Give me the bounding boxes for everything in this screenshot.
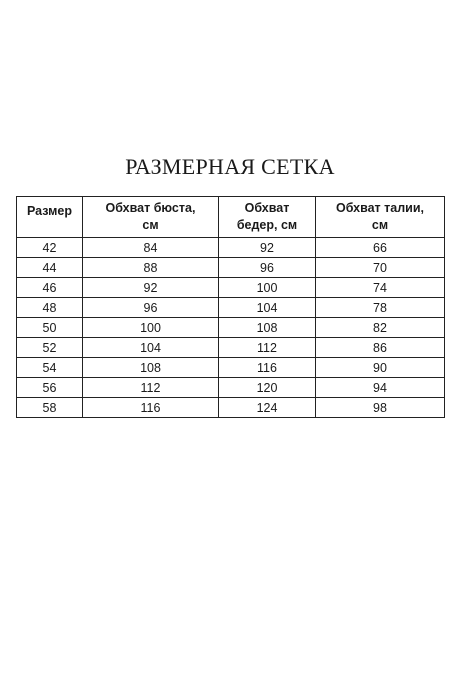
hips-cell: 108 (219, 318, 316, 338)
table-row (17, 258, 445, 278)
bust-cell: 104 (83, 338, 219, 358)
header-hips-line1: Обхват (244, 201, 290, 215)
header-hips-line2: бедер, см (236, 218, 298, 232)
bust-cell: 84 (83, 238, 219, 258)
header-bust-line1: Обхват бюста, (105, 201, 196, 215)
waist-cell: 70 (316, 258, 445, 278)
bust-cell: 108 (83, 358, 219, 378)
waist-cell: 86 (316, 338, 445, 358)
size-cell: 46 (17, 278, 83, 298)
header-waist-line2: см (371, 218, 389, 232)
waist-cell: 74 (316, 278, 445, 298)
header-waist (316, 197, 445, 238)
header-bust-line2: см (142, 218, 159, 232)
header-size (17, 197, 83, 238)
size-cell: 44 (17, 258, 83, 278)
table-body (17, 238, 445, 418)
header-size-label: Размер (26, 204, 72, 218)
header-waist-line1: Обхват талии, (335, 201, 424, 215)
table-row (17, 378, 445, 398)
size-cell: 58 (17, 398, 83, 418)
hips-cell: 116 (219, 358, 316, 378)
table-row (17, 358, 445, 378)
hips-cell: 100 (219, 278, 316, 298)
table-row (17, 318, 445, 338)
bust-cell: 116 (83, 398, 219, 418)
hips-cell: 96 (219, 258, 316, 278)
size-cell: 48 (17, 298, 83, 318)
table-row (17, 398, 445, 418)
size-cell: 52 (17, 338, 83, 358)
waist-cell: 66 (316, 238, 445, 258)
hips-cell: 112 (219, 338, 316, 358)
size-cell: 50 (17, 318, 83, 338)
header-hips (219, 197, 316, 238)
hips-cell: 104 (219, 298, 316, 318)
size-cell: 42 (17, 238, 83, 258)
table-row (17, 278, 445, 298)
bust-cell: 96 (83, 298, 219, 318)
waist-cell: 90 (316, 358, 445, 378)
table-header-row (17, 197, 445, 238)
header-bust (83, 197, 219, 238)
table-row (17, 238, 445, 258)
waist-cell: 78 (316, 298, 445, 318)
size-cell: 56 (17, 378, 83, 398)
table-row (17, 298, 445, 318)
hips-cell: 92 (219, 238, 316, 258)
bust-cell: 88 (83, 258, 219, 278)
bust-cell: 92 (83, 278, 219, 298)
table-row (17, 338, 445, 358)
page-title: РАЗМЕРНАЯ СЕТКА (125, 154, 335, 179)
bust-cell: 100 (83, 318, 219, 338)
bust-cell: 112 (83, 378, 219, 398)
waist-cell: 82 (316, 318, 445, 338)
waist-cell: 94 (316, 378, 445, 398)
hips-cell: 120 (219, 378, 316, 398)
size-cell: 54 (17, 358, 83, 378)
size-chart-table (16, 196, 445, 418)
waist-cell: 98 (316, 398, 445, 418)
hips-cell: 124 (219, 398, 316, 418)
